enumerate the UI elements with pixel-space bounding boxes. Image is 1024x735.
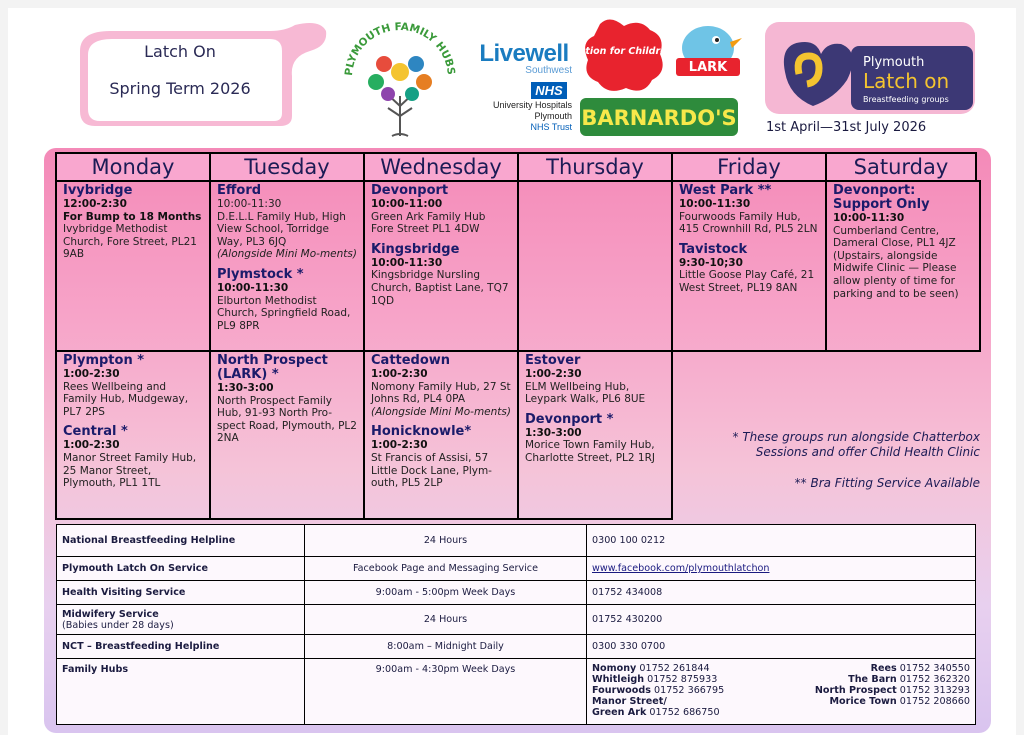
contact-phone: 01752 430200	[587, 605, 976, 635]
time: 1:00-2:30	[525, 368, 582, 380]
contact-hours: 8:00am – Midnight Daily	[305, 635, 587, 659]
time: 10:00-11:30	[371, 256, 443, 269]
cell-tuesday-1	[209, 180, 365, 352]
address: Manor Street Family Hub, 25 Manor Street, Plymouth, PL1 1TL	[63, 451, 197, 490]
extra: (Alongside Mini Mo-ments)	[217, 248, 357, 261]
time: 1:00-2:30	[371, 439, 428, 452]
contact-name: Plymouth Latch On Service	[57, 557, 305, 581]
time: 10:00-11:00	[371, 198, 443, 210]
address: Rees Wellbeing and Family Hub, Mudgeway, PL7 2PS	[63, 380, 189, 418]
hub-entry: The Barn 01752 362320	[848, 674, 970, 685]
time: 1:30-3:00	[525, 426, 582, 439]
facebook-link[interactable]: www.facebook.com/plymouthlatchon	[592, 563, 770, 574]
location: North Prospect	[217, 353, 328, 368]
hub-entry: Green Ark 01752 686750	[592, 707, 720, 718]
cell-wednesday-2	[363, 350, 519, 520]
contact-phone: 01752 434008	[587, 581, 976, 605]
contact-hours: 9:00am - 4:30pm Week Days	[305, 659, 587, 725]
location: Kingsbridge	[371, 241, 460, 257]
footnote-bra-fitting: ** Bra Fitting Service Available	[794, 476, 980, 490]
title-line-1: Latch On	[144, 42, 216, 61]
location: Cattedown	[371, 353, 451, 368]
contact-name-text: Midwifery Service	[62, 608, 159, 620]
address: Morice Town Family Hub, Charlotte Street, PL2 1RJ	[525, 439, 655, 464]
note: For Bump to 18 Months	[63, 210, 202, 223]
address: Little Goose Play Café, 21 West Street, PL19 8AN	[679, 269, 815, 294]
hub-entry: Manor Street/	[592, 696, 667, 707]
time: 1:30-3:00	[217, 382, 274, 394]
family-hubs-phones	[587, 659, 976, 725]
family-hubs-text: PLYMOUTH FAMILY HUBS	[342, 20, 457, 77]
time: 1:00-2:30	[371, 368, 428, 380]
lark-text: LARK	[688, 60, 728, 75]
contact-hours: 9:00am - 5:00pm Week Days	[305, 581, 587, 605]
time: 12:00-2:30	[63, 198, 127, 210]
address: Kingsbridge Nursling Church, Baptist Lane, TQ7 1QD	[371, 269, 509, 307]
latch-on-name: Latch on	[863, 69, 950, 93]
cell-monday-2	[55, 350, 211, 520]
location-sub: (LARK) *	[217, 367, 279, 382]
contact-name	[57, 605, 305, 635]
contact-hours: 24 Hours	[305, 605, 587, 635]
table-row	[57, 659, 976, 725]
hub-entry: Morice Town 01752 208660	[829, 696, 970, 707]
contact-name: Family Hubs	[57, 659, 305, 725]
location-sub: Support Only	[833, 197, 930, 212]
footnote-chatterbox-1: * These groups run alongside Chatterbox	[732, 430, 980, 444]
cell-monday-1	[55, 180, 211, 352]
day-thursday: Thursday	[517, 152, 673, 182]
lark-logo	[668, 14, 748, 96]
location: Ivybridge	[63, 183, 133, 198]
contact-phone: 0300 330 0700	[587, 635, 976, 659]
contact-name: NCT – Breastfeeding Helpline	[57, 635, 305, 659]
cell-thursday-1	[517, 180, 673, 352]
address: Elburton Methodist Church, Springfield Road, PL9 8PR	[217, 294, 351, 332]
time: 10:00-11:30	[833, 212, 905, 224]
contact-phone: 0300 100 0212	[587, 525, 976, 557]
time: 10:00-11:30	[679, 198, 751, 210]
footnotes	[680, 430, 980, 491]
contact-name: Health Visiting Service	[57, 581, 305, 605]
contact-name: National Breastfeeding Helpline	[57, 525, 305, 557]
uh-line-3: NHS Trust	[530, 122, 572, 132]
livewell-text: Livewell	[479, 40, 569, 67]
address: D.E.L.L Family Hub, High View School, Torridge Way, PL3 6JQ	[217, 210, 346, 248]
nhs-badge: NHS	[531, 82, 566, 99]
address: North Prospect Family Hub, 91-93 North Pro-spect Road, Plymouth, PL2 2NA	[217, 394, 357, 445]
contacts-table	[56, 524, 976, 725]
footnote-chatterbox-2: Sessions and offer Child Health Clinic	[755, 445, 980, 459]
day-monday: Monday	[55, 152, 211, 182]
location: Devonport	[371, 183, 449, 198]
latch-on-city: Plymouth	[863, 55, 925, 70]
contact-hours: 24 Hours	[305, 525, 587, 557]
address: Ivybridge Methodist Church, Fore Street, PL21 9AB	[63, 223, 197, 261]
cell-tuesday-2	[209, 350, 365, 520]
location: Tavistock	[679, 241, 748, 257]
uh-line-1: University Hospitals	[492, 100, 572, 110]
time: 9:30-10;30	[679, 256, 743, 269]
location: Central *	[63, 424, 128, 440]
address: Nomony Family Hub, 27 St Johns Rd, PL4 0PA	[371, 380, 511, 406]
hub-entry: Fourwoods 01752 366795	[592, 685, 725, 696]
cell-saturday-1	[825, 180, 981, 352]
table-row	[57, 525, 976, 557]
location: Estover	[525, 353, 581, 368]
address: Green Ark Family Hub Fore Street PL1 4DW	[371, 210, 486, 236]
cell-wednesday-1	[363, 180, 519, 352]
location: Devonport *	[525, 411, 614, 427]
address: St Francis of Assisi, 57 Little Dock Lane, Plym-outh, PL5 2LP	[371, 451, 492, 490]
family-hubs-logo	[340, 16, 460, 140]
day-saturday: Saturday	[825, 152, 977, 182]
term-dates: 1st April—31st July 2026	[766, 120, 927, 135]
time: 1:00-2:30	[63, 439, 120, 452]
hub-entry: Nomony 01752 261844	[592, 663, 710, 674]
location: Efford	[217, 183, 262, 198]
day-friday: Friday	[671, 152, 827, 182]
latch-on-logo	[765, 22, 975, 114]
action-for-children-logo	[572, 16, 674, 96]
day-header-row	[55, 152, 975, 182]
contact-sub: (Babies under 28 days)	[62, 619, 174, 631]
time: 10:00-11:30	[217, 281, 289, 294]
address: Fourwoods Family Hub, 415 Crownhill Rd, PL5 2LN	[679, 210, 818, 236]
table-row	[57, 557, 976, 581]
address: ELM Wellbeing Hub, Leypark Walk, PL6 8UE	[525, 380, 646, 406]
latch-on-tag: Breastfeeding groups	[863, 95, 949, 104]
extra: (Alongside Mini Mo-ments)	[371, 405, 511, 418]
address: Cumberland Centre, Dameral Close, PL1 4JZ (Upstairs, alongside Midwife Clinic — Please allow plenty of time for parking and to be seen)	[833, 224, 959, 300]
location: Plymstock *	[217, 266, 304, 282]
table-row	[57, 605, 976, 635]
barnardos-logo	[580, 98, 738, 136]
hub-entry: Rees 01752 340550	[870, 663, 970, 674]
title-line-2: Spring Term 2026	[109, 79, 251, 98]
time: 1:00-2:30	[63, 368, 120, 380]
livewell-nhs-logo	[468, 40, 580, 140]
title-block	[90, 42, 270, 98]
time: 10:00-11:30	[217, 198, 282, 210]
table-row	[57, 581, 976, 605]
cell-friday-1	[671, 180, 827, 352]
contact-hours: Facebook Page and Messaging Service	[305, 557, 587, 581]
location: Honicknowle*	[371, 424, 472, 440]
afc-text: Action for Children	[572, 46, 674, 57]
location: Devonport:	[833, 183, 916, 198]
location: Plympton *	[63, 353, 145, 368]
table-row	[57, 635, 976, 659]
livewell-sub: Southwest	[525, 65, 572, 76]
day-wednesday: Wednesday	[363, 152, 519, 182]
hub-entry: Whitleigh 01752 875933	[592, 674, 718, 685]
uh-line-2: Plymouth	[534, 111, 572, 121]
barnardos-text: BARNARDO'S	[581, 106, 737, 130]
hub-entry: North Prospect 01752 313293	[814, 685, 970, 696]
day-tuesday: Tuesday	[209, 152, 365, 182]
location: West Park **	[679, 183, 772, 198]
cell-thursday-2	[517, 350, 673, 520]
